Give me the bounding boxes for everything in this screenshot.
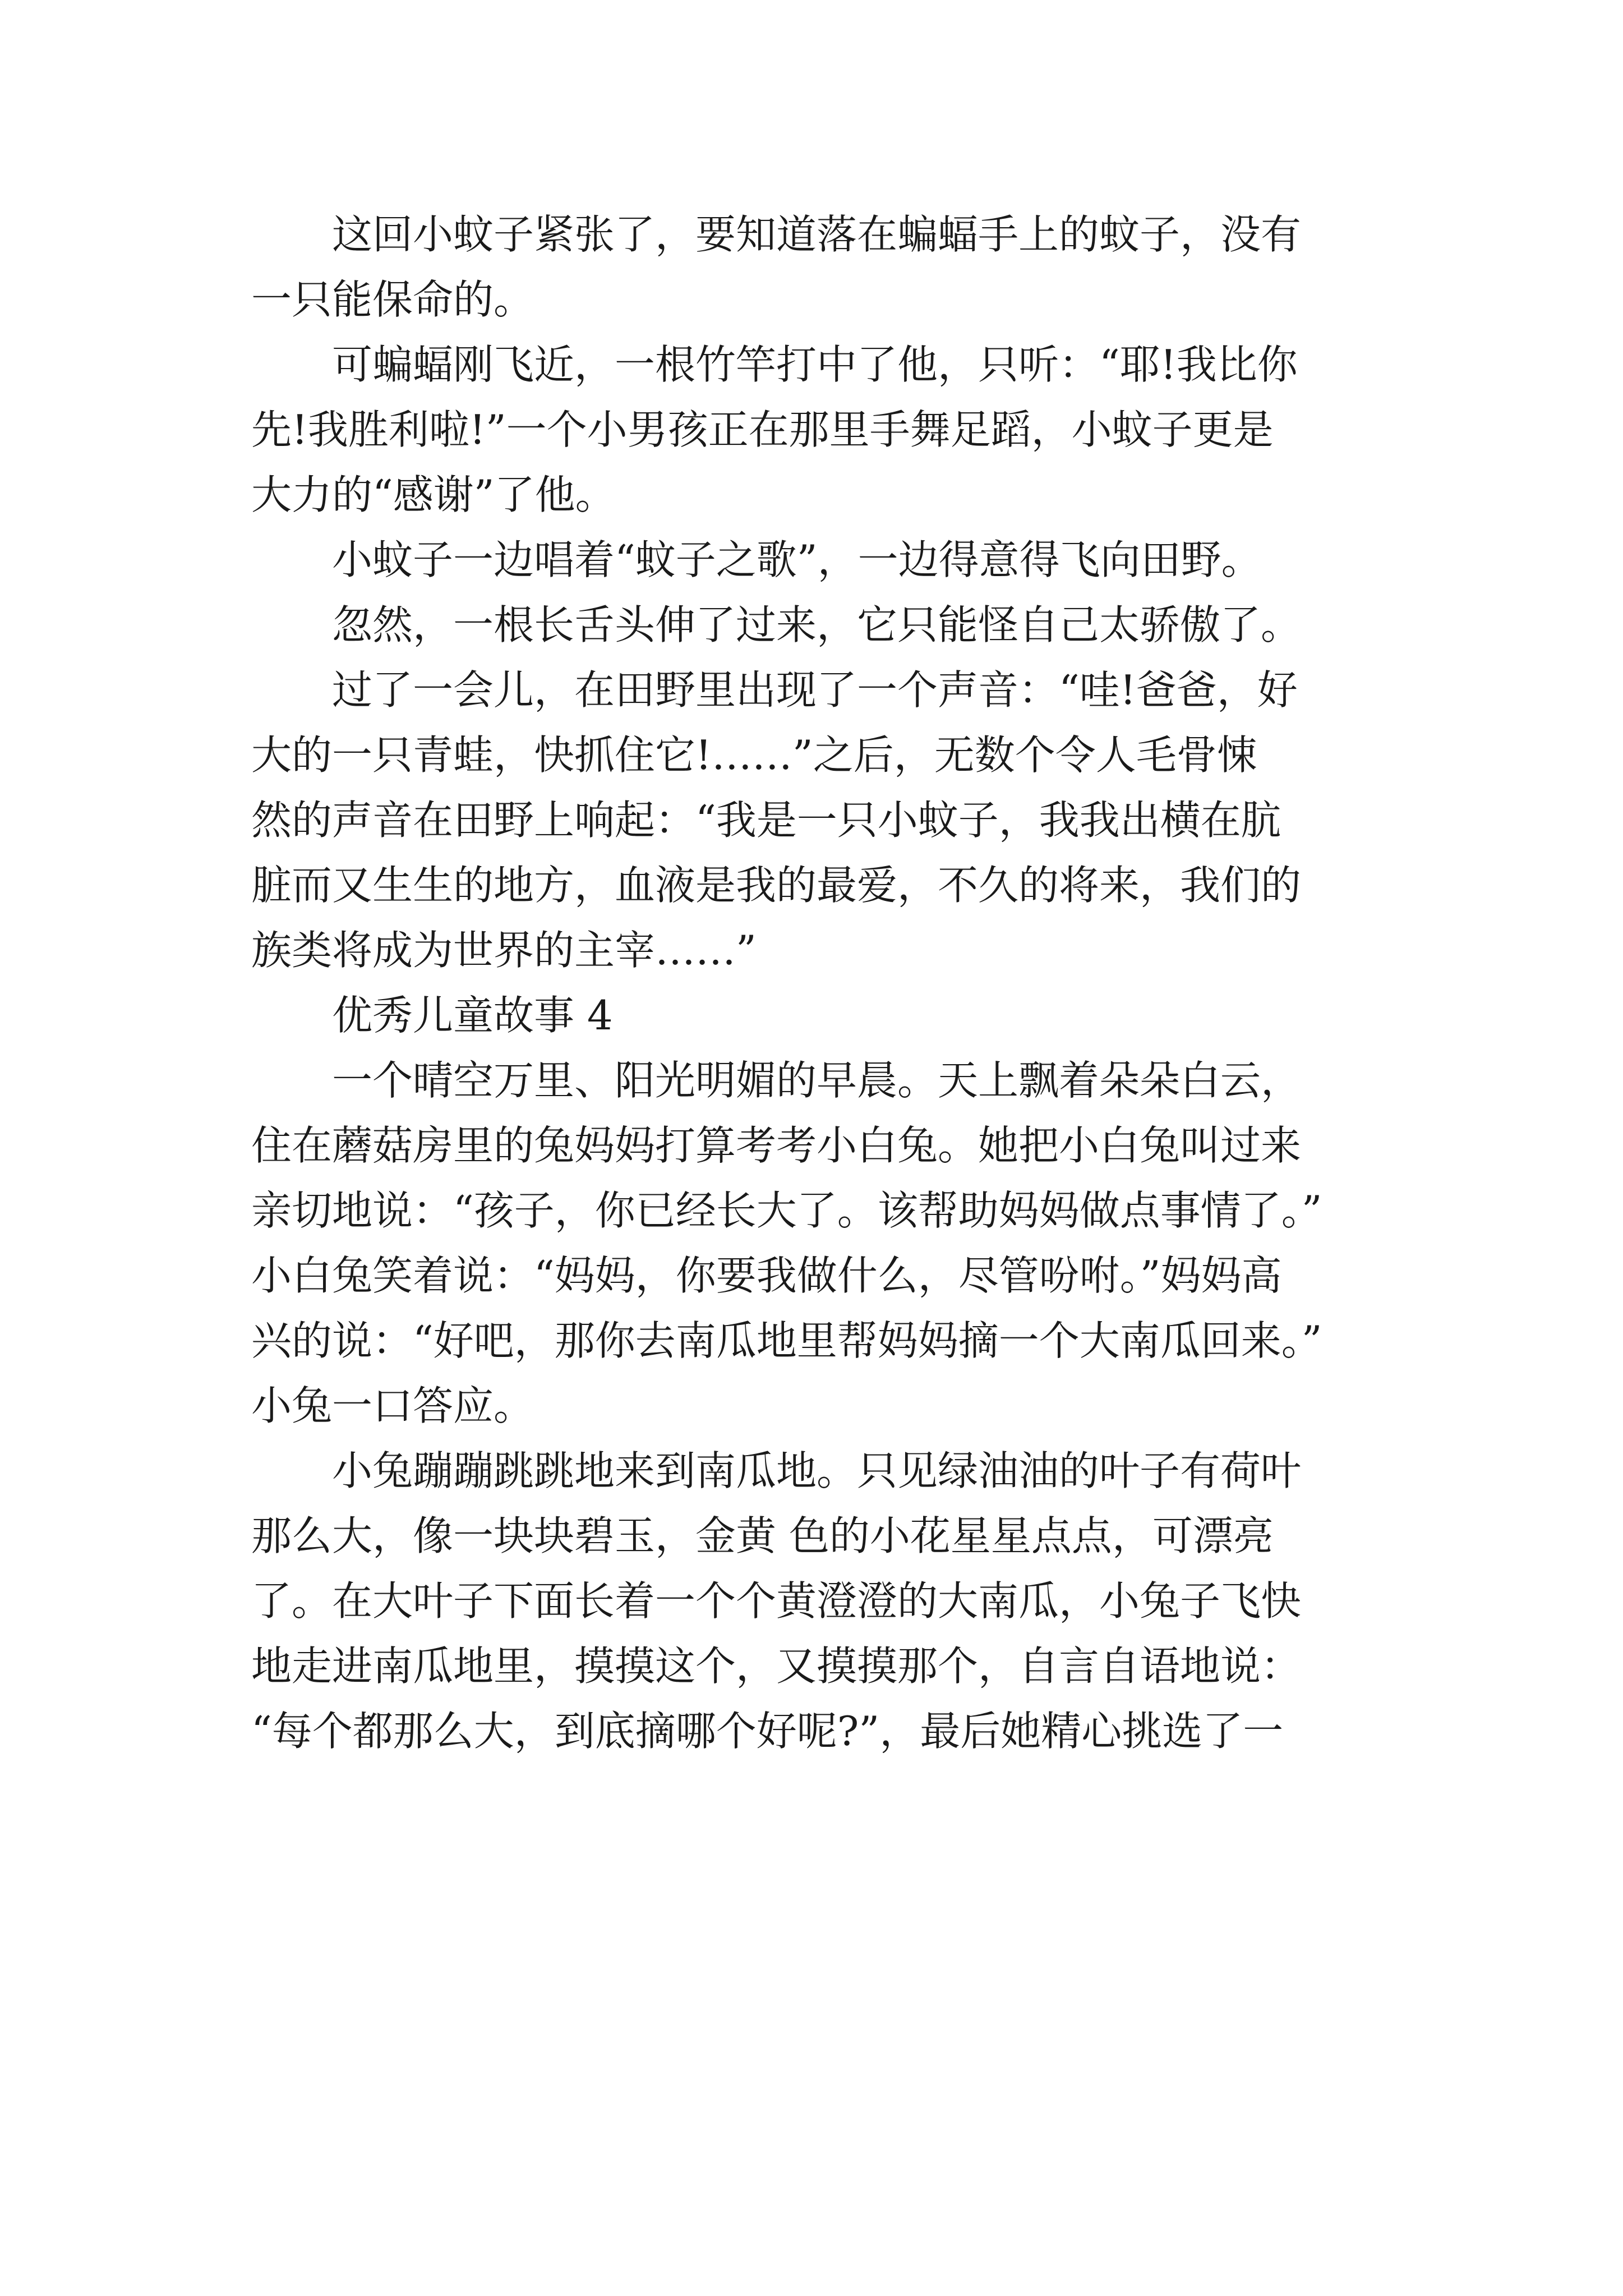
- text-line: 这回小蚊子紧张了，要知道落在蝙蝠手上的蚊子，没有: [332, 211, 1302, 258]
- text-line: 脏而又生生的地方，血液是我的最爱，不久的将来，我们的: [251, 862, 1302, 909]
- text-line: 大的一只青蛙，快抓住它!……”之后，无数个令人毛骨悚: [251, 731, 1257, 779]
- text-line: “每个都那么大，到底摘哪个好呢?”，最后她精心挑选了一: [251, 1708, 1284, 1755]
- story-text: [251, 202, 1378, 1764]
- text-line: 过了一会儿，在田野里出现了一个声音：“哇!爸爸，好: [332, 666, 1298, 714]
- text-line: 然的声音在田野上响起：“我是一只小蚊子，我我出横在肮: [251, 797, 1281, 844]
- text-line: 住在蘑菇房里的兔妈妈打算考考小白兔。她把小白兔叫过来: [251, 1122, 1302, 1169]
- text-line: 小白兔笑着说：“妈妈，你要我做什么，尽管吩咐。”妈妈高: [251, 1252, 1282, 1299]
- text-line: 忽然，一根长舌头伸了过来，它只能怪自己太骄傲了。: [332, 601, 1302, 648]
- text-line: 小兔一口答应。: [251, 1382, 534, 1429]
- text-line: 族类将成为世界的主宰……”: [251, 927, 757, 974]
- text-line: 小兔蹦蹦跳跳地来到南瓜地。只见绿油油的叶子有荷叶: [332, 1447, 1302, 1494]
- text-line: 一只能保命的。: [251, 276, 534, 323]
- text-line: 兴的说：“好吧，那你去南瓜地里帮妈妈摘一个大南瓜回来。”: [251, 1317, 1322, 1364]
- section-heading: 优秀儿童故事 4: [332, 992, 613, 1039]
- text-line: 亲切地说：“孩子，你已经长大了。该帮助妈妈做点事情了。”: [251, 1187, 1322, 1234]
- text-line: 那么大，像一块块碧玉，金黄 色的小花星星点点，可漂亮: [251, 1512, 1274, 1559]
- text-line: 先!我胜利啦!”一个小男孩正在那里手舞足蹈，小蚊子更是: [251, 406, 1274, 453]
- text-line: 一个晴空万里、阳光明媚的早晨。天上飘着朵朵白云，: [332, 1057, 1302, 1104]
- text-line: 地走进南瓜地里，摸摸这个，又摸摸那个，自言自语地说：: [251, 1642, 1302, 1690]
- text-line: 大力的“感谢”了他。: [251, 471, 616, 518]
- text-line: 了。在大叶子下面长着一个个黄澄澄的大南瓜，小兔子飞快: [251, 1577, 1302, 1625]
- text-line: 小蚊子一边唱着“蚊子之歌”，一边得意得飞向田野。: [332, 536, 1262, 583]
- text-line: 可蝙蝠刚飞近，一根竹竿打中了他，只听：“耶!我比你: [332, 341, 1298, 388]
